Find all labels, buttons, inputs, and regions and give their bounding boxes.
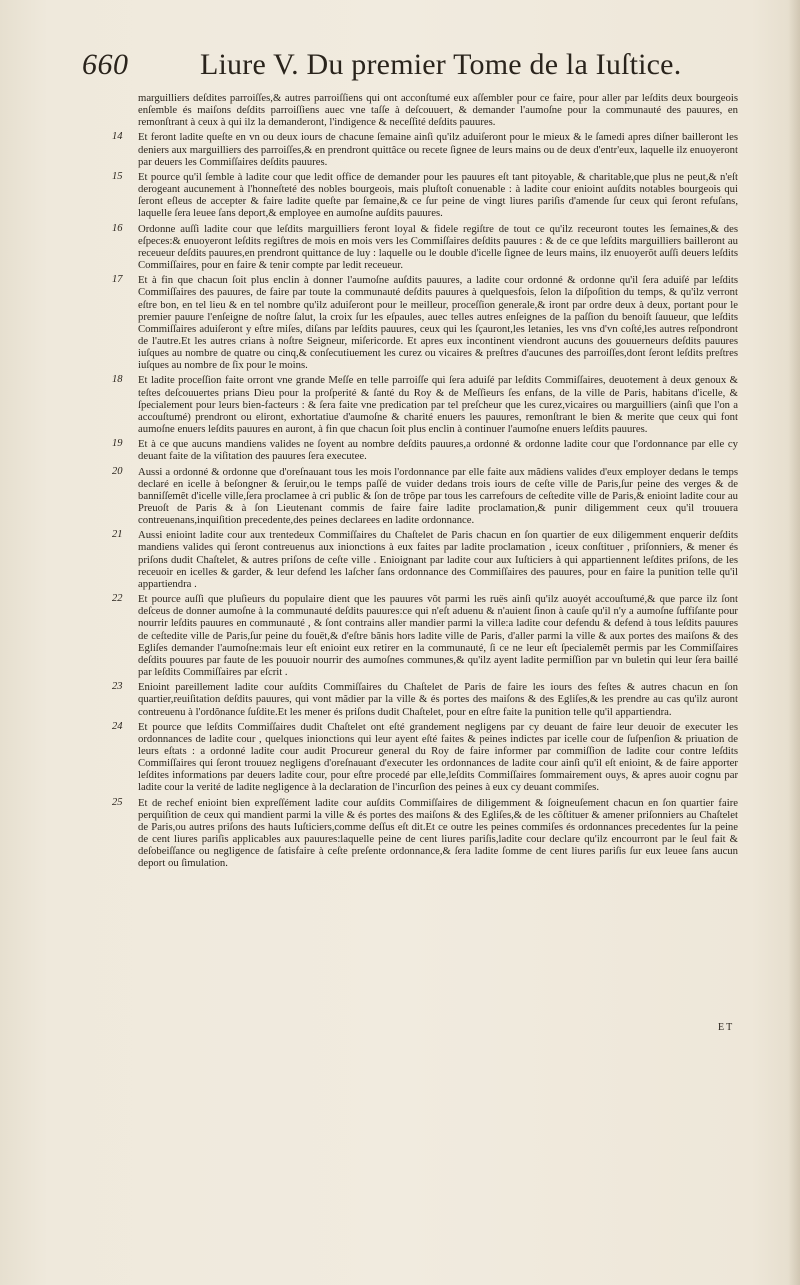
- paragraph: [112, 720, 738, 794]
- paragraph-text: Et de rechef enioint bien expreſſément ladite cour auſdits Commiſſaires de diligemment & ſoigneuſement chacun en ſon quartier faire perquiſition de ceux qui mandient parmi la ville & és portes des maiſons & des Egliſes,& de les cõſtituer & amener priſonniers au Chaſtelet de Paris,ou autres priſons des hauts Iuſticiers,comme deſſus eſt dit.Et ce outre les peines commiſes és ordonnances precedentes ſur la peine de cent liures pariſis applicables aux pauures:laquelle peine de cent liures pariſis,ladite cour declare qu'ilz encourront par le ſeul fait & deſobeiſſance ou negligence de ſatisfaire à ceſte preſente ordonnance,& ſera ladite ſomme de cent liures pariſis ſur eux leuee ſans aucun deport ou ſimulation.: [138, 796, 738, 870]
- page-number: 660: [82, 48, 129, 81]
- paragraph-number: 19: [112, 438, 123, 450]
- paragraph-text: Et pource auſſi que pluſieurs du populaire dient que les pauures võt parmi les ruës ainſi qu'ilz auoyét accouſtumé,& que parce ilz ſont deſceus de donner aumoſne à la communauté deſdits pauures:ce qui n'eſt aduenu & n'auient ſinon à cauſe qu'il n'y a aumoſne ſuffiſante pour nourrir leſdits pauures en communauté , & ſont contrains aller mandier parmi la ville:a ladite cour defendu & defend à tous leſdits pauures de ceſtedite ville de Paris,ſur peine du fouët,& d'eſtre bãnis hors ladite ville de Paris, d'aller parmi la ville & aux portes des maiſons & des Egliſes demander l'aumoſne:mais leur eſt enioint eux retirer en la communauté, ſi ce ne leur eſt ſpecialemẽt permis par les Commiſſaires deſdits pouures par faute de les pouuoir nourrir des aumoſnes communes,& qu'ilz ayent ladite permiſſion par vn buletin qui leur ſera baillé par leſdits Commiſſaires par eſcrit .: [138, 593, 738, 679]
- page-edge-shadow: [788, 0, 800, 1285]
- page-header: [82, 46, 682, 86]
- paragraph-number: 22: [112, 593, 123, 605]
- paragraph: [112, 796, 738, 870]
- paragraph-number: 16: [112, 222, 123, 234]
- paragraph-number: 25: [112, 796, 123, 808]
- paragraph-text: Enioint pareillement ladite cour auſdits Commiſſaires du Chaſtelet de Paris de faire les iours des feſtes & autres chacun en ſon quartier,reuiſitation deſdits pauures, qui vont mãdier par la ville & és portes des maiſons & des Egliſes,& les prendre au cas qu'ilz auront contreuenu à l'ordõnance ſuſdite.Et les mener és priſons dudit Chaſtelet, pour en eſtre faite la punition telle qu'il appartiendra.: [138, 681, 738, 718]
- paragraph: [112, 222, 738, 272]
- paragraph: [112, 131, 738, 168]
- paragraph: [112, 374, 738, 436]
- paragraph: [112, 170, 738, 220]
- paragraph-number: 21: [112, 529, 123, 541]
- running-title: Liure V. Du premier Tome de la Iuſtice.: [200, 48, 682, 81]
- paragraph: [112, 274, 738, 372]
- paragraph: [112, 593, 738, 679]
- paragraph-text: marguilliers deſdites parroiſſes,& autres parroiſſiens qui ont acconſtumé eux aſſembler pour ce faire, pour aller par leſdits deux bourgeois enſemble és maiſons deſdits parroiſſiens auec vne taſſe à deſcouuert, & demander l'aumoſne pour la communauté des pauures, en remonſtrant à ceux à qui ilz la demanderont, l'indigence & neceſſité deſdits pauures.: [138, 92, 738, 129]
- paragraph-text: Ordonne auſſi ladite cour que leſdits marguilliers feront loyal & fidele regiſtre de tout ce qu'ilz receuront toutes les ſemaines,& des eſpeces:& enuoyeront leſdits regiſtres de mois en mois vers les Commiſſaires deſdits pauures : & de ce que leſdits marguilliers bailleront au receueur deſdits pauures,en prendront quittance de luy : laquelle ou le double d'icelle ſignee de leurs mains, ilz enuoyerõt auſſi deuers leſdits Commiſſaires, pour en faire & tenir compte par ledit receueur.: [138, 222, 738, 272]
- paragraph-number: 18: [112, 374, 123, 386]
- paragraph-text: Et à ce que aucuns mandiens valides ne ſoyent au nombre deſdits pauures,a ordonné & ordonne ladite cour que l'ordonnance par elle cy deuant faite de la viſitation des pauures ſera executee.: [138, 438, 738, 463]
- catchword: ET: [718, 1022, 735, 1033]
- paragraph-text: Aussi a ordonné & ordonne que d'oreſnauant tous les mois l'ordonnance par elle faite aux mãdiens valides d'eux employer dedans le temps declaré en icelle à beſongner & ſeruir,ou le temps paſſé de vuider dedans trois iours de ceſte ville de Paris,ſur peine des verges & de banniſſemẽt d'icelle ville,ſera proclamee à cri public & ſon de trõpe par tous les carrefours de ceſtedite ville de Paris,& enioint ladite cour au Preuoſt de Paris & à ſon Lieutenant commis de faire faire ladite proclamation,& punir diligemment ceux qu'il trouuera contreuenans,inquiſition precedente,des peines declarees en ladite ordonnance.: [138, 465, 738, 527]
- paragraph-text: Et pource qu'il ſemble à ladite cour que ledit office de demander pour les pauures eſt tant pitoyable, & charitable,que plus ne peut,& n'eſt derogeant aucunement à l'honneſteté des nobles bourgeois, mais pluſtoſt conuenable : à ladite cour enioint auſdits notables bourgeois qui ſeront eſleus de accepter & faire ladite queſte par ſemaine,& ce ſur peine de vingt liures pariſis d'amende ſur ceux qui ſeront refuſans, laquelle ſera leuee ſans deport,& employee en aumoſne auſdits pauures.: [138, 170, 738, 220]
- paragraph: [112, 529, 738, 590]
- paragraph-text: Et feront ladite queſte en vn ou deux iours de chacune ſemaine ainſi qu'ilz aduiſeront pour le mieux & le ſamedi apres diſner bailleront les deniers aux marguilliers des parroiſſes,& en prendront quittâce ou recete ſignee de leurs mains ou de deux d'entr'eux, laquelle ilz enuoyeront par deuers les Commiſſaires deſdits pauures.: [138, 131, 738, 168]
- paragraph-number: 23: [112, 681, 123, 693]
- paragraph: [112, 465, 738, 527]
- paragraph-number: 14: [112, 131, 123, 143]
- paragraph-number: 24: [112, 720, 123, 732]
- paragraph: [112, 681, 738, 718]
- paragraph-text: Et à fin que chacun ſoit plus enclin à donner l'aumoſne auſdits pauures, a ladite cour ordonné & ordonne qu'il ſera aduiſé par leſdits Commiſſaires des pauures, de faire par toute la communauté deſdits pauures à quelquesfois, ſelon la diſpoſition du temps, & qu'ilz verront eſtre bon, en tel lieu & en tel nombre qu'ilz aduiſeront pour le meilleur, proceſſion generale,& iront par ordre deux à deux, portant pour le premier pauure l'enſeigne de noſtre ſalut, la croix ſur les eſpaules, auec telles autres enſeignes de la paſſion du benoiſt ſauueur, que leſdits Commiſſaires aduiſeront y eſtre miſes, diſans par leſdits pauures, ceux qui les ſçauront,les letanies, les vns d'vn coſté,les autres reſpondront de l'autre.Et les autres crians à noſtre Seigneur, miſericorde. Et apres eux incontinent viendront aucuns des gouuerneurs deſdits pauures iuſques au nombre de quatre ou cinq,& conſecutiuement les curez ou vicaires & preſtres d'aucunes des parroiſſes,dont ſeront leſdits preſtres iuſques au nombre de ſix pour le moins.: [138, 274, 738, 372]
- paragraph-number: 20: [112, 465, 123, 477]
- body-text: [112, 92, 738, 873]
- paragraph-text: Et ladite proceſſion faite orront vne grande Meſſe en telle parroiſſe qui ſera aduiſé par leſdits Commiſſaires, deuotement à deux genoux & teſtes deſcouuertes prians Dieu pour la proſperité & ſanté du Roy & de Meſſieurs ſes enfans, de la ville de Paris, habitans d'icelle, & ſpecialement pour leurs bien-facteurs : & ſera faite vne predication par tel preſcheur que les curez,vicaires ou marguilliers (ainſi que l'on a accouſtumé) prendront ou eliront, exhortatiue d'aumoſne & charité enuers les pauures, remonſtrant le bien & merite que ceux qui font aumoſne enuers leſdits pauures en auront, à fin que chacun ſoit plus enclin à continuer l'aumoſne enuers leſdits pauures.: [138, 374, 738, 436]
- paragraph-number: 15: [112, 170, 123, 182]
- paragraph: [138, 92, 738, 128]
- paragraph-text: Aussi enioint ladite cour aux trentedeux Commiſſaires du Chaſtelet de Paris chacun en ſon quartier de eux diligemment enquerir deſdits mandiens valides qui ſeront contreuenus aux inionctions à eux faites par ladite proclamation , iceux conſtituer , priſonniers, & mener és priſons dudit Chaſtelet, & autres priſons de ceſte ville . Enioignant par ladite cour aux Iuſticiers à qui appartiennent leſdites priſons, de les receuoir en icelles & garder, & leur defend les laſcher ſans ordonnance des Commiſſaires des pauures, pour en faire la punition telle qu'il appartiendra .: [138, 529, 738, 590]
- paragraph-text: Et pource que leſdits Commiſſaires dudit Chaſtelet ont eſté grandement negligens par cy deuant de faire leur deuoir de executer les ordonnances de ladite cour , quelques inionctions qui leur ayent eſté faites & peines indictes par icelle cour de ſuſpenſion & priuation de leurs eſtats : a ordonné ladite cour audit Procureur general du Roy de faire informer par commiſſion de ladite cour contre leſdits Commiſſaires qui ſeront trouuez negligens d'oreſnauant d'executer les ordonnances de ladite cour ainſi qu'il eſt enioint, & de faire apporter leſdites informations par deuers ladite cour, pour eſtre procedé par elle,leſdits Commiſſaires ſommairement ouys, & apres auoir cognu par ladite cour la verité de ladite negligence à la declaration de l'incurſion des peines à eux cy deuant commiſes.: [138, 720, 738, 794]
- paragraph-number: 17: [112, 274, 123, 286]
- paragraph: [112, 438, 738, 463]
